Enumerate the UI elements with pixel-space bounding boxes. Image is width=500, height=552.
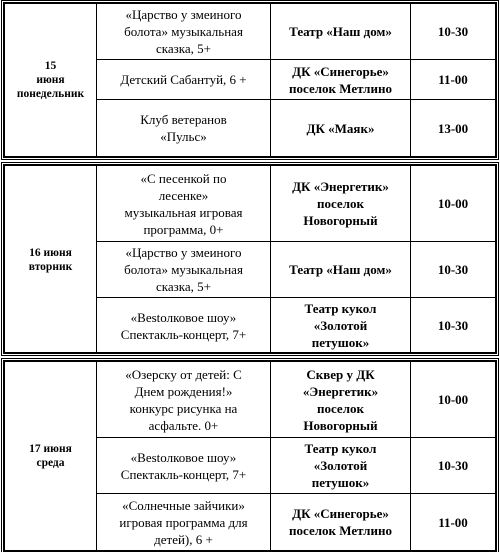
event-time: 10-30	[411, 4, 495, 60]
day-block-16-june	[3, 164, 497, 354]
event-venue: Театр кукол «Золотой петушок»	[271, 298, 411, 353]
event-title: «Царство у змеиного болота» музыкальная сказка, 5+	[97, 242, 271, 298]
event-venue: Театр кукол «Золотой петушок»	[271, 438, 411, 494]
event-title: «С песенкой по лесенке» музыкальная игровая программа, 0+	[97, 166, 271, 242]
event-time: 10-00	[411, 166, 495, 242]
event-time: 11-00	[411, 60, 495, 100]
date-cell	[5, 362, 97, 550]
event-time: 10-30	[411, 242, 495, 298]
event-title: Детский Сабантуй, 6 +	[97, 60, 271, 100]
event-venue: ДК «Синегорье» поселок Метлино	[271, 60, 411, 100]
event-time: 13-00	[437, 120, 469, 136]
date-month: июня	[36, 74, 65, 86]
event-venue: Театр «Наш дом»	[271, 4, 411, 60]
day-block-17-june	[3, 360, 497, 552]
event-title: «Bestолковое шоу» Спектакль-концерт, 7+	[97, 298, 271, 353]
date-day: 17 июня	[29, 443, 72, 455]
event-time: 10-30	[437, 318, 469, 333]
date-weekday: среда	[36, 457, 65, 469]
event-title: «Озерску от детей: С Днем рождения!» конкурс рисунка на асфальте. 0+	[97, 362, 271, 438]
event-venue: Сквер у ДК «Энергетик» поселок Новогорный	[271, 362, 411, 438]
date-weekday: вторник	[28, 260, 73, 273]
event-time: 10-30	[411, 438, 495, 494]
event-title: Клуб ветеранов «Пульс»	[97, 100, 271, 156]
schedule-table	[3, 2, 497, 552]
event-rows	[97, 166, 495, 353]
event-venue: ДК «Энергетик» поселок Новогорный	[271, 166, 411, 242]
event-rows	[97, 362, 495, 550]
event-venue: Театр «Наш дом»	[271, 242, 411, 298]
date-cell	[5, 4, 97, 156]
event-title: «Солнечные зайчики» игровая программа для детей), 6 +	[97, 494, 271, 550]
date-day: 15	[44, 60, 57, 72]
event-time: 10-00	[411, 362, 495, 438]
day-block-15-june	[3, 2, 497, 158]
event-rows	[97, 4, 495, 156]
event-time: 11-00	[438, 514, 468, 530]
event-title: «Царство у змеиного болота» музыкальная сказка, 5+	[97, 4, 271, 60]
event-venue: ДК «Маяк»	[271, 100, 411, 156]
date-weekday: понедельник	[16, 88, 85, 100]
event-title: «Bestолковое шоу» Спектакль-концерт, 7+	[97, 438, 271, 494]
date-day: 16 июня	[29, 246, 72, 259]
event-venue: ДК «Синегорье» поселок Метлино	[271, 494, 411, 550]
date-cell	[5, 166, 97, 353]
